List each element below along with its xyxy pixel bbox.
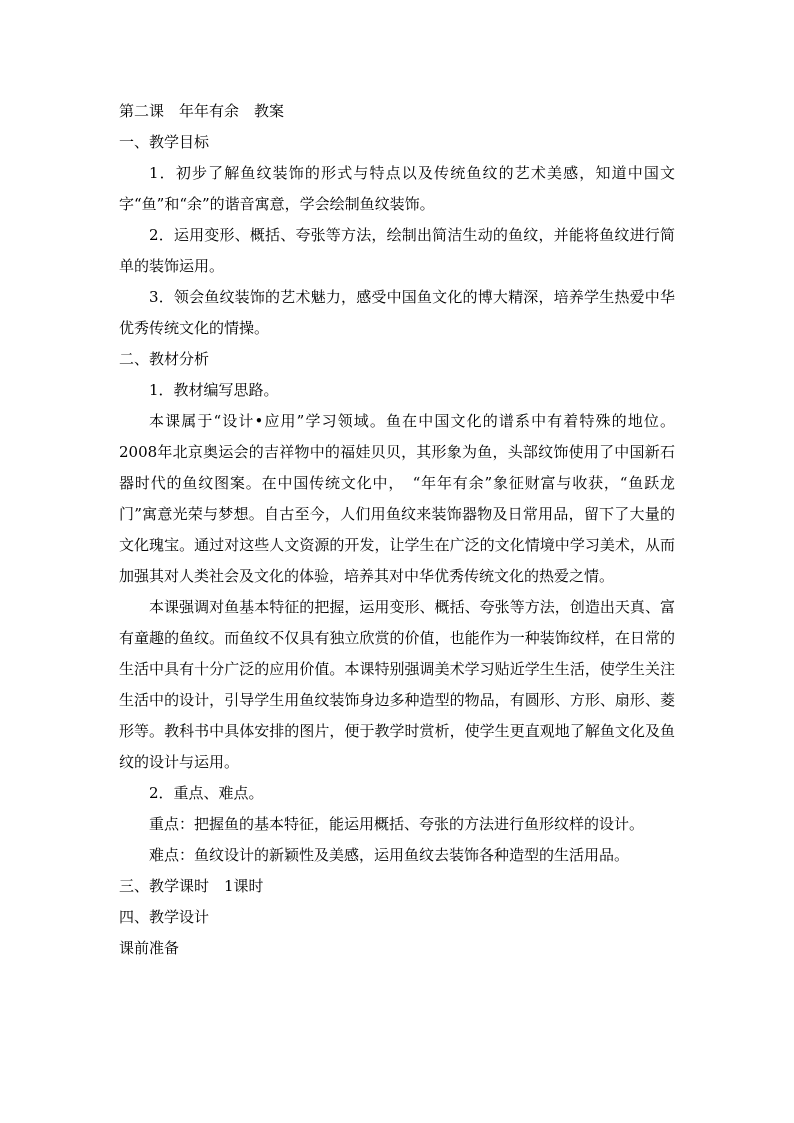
objective-item-1: 1．初步了解鱼纹装饰的形式与特点以及传统鱼纹的艺术美感，知道中国文字“鱼”和“余”的谐音寓意，学会绘制鱼纹装饰。 [119, 164, 675, 213]
analysis-paragraph-2: 本课强调对鱼基本特征的把握，运用变形、概括、夸张等方法，创造出天真、富有童趣的鱼纹。而鱼纹不仅具有独立欣赏的价值，也能作为一种装饰纹样，在日常的生活中具有十分广泛的应用价值。本课特别强调美术学习贴近学生生活，使学生关注生活中的设计，引导学生用鱼纹装饰身边多种造型的物品，有圆形、方形、扇形、菱形等。教科书中具体安排的图片，便于教学时赏析，使学生更直观地了解鱼文化及鱼纹的设计与运用。 [119, 598, 675, 771]
objective-item-3: 3．领会鱼纹装饰的艺术魅力，感受中国鱼文化的博大精深，培养学生热爱中华优秀传统文化的情操。 [119, 288, 675, 337]
objective-item-2: 2．运用变形、概括、夸张等方法，绘制出简洁生动的鱼纹，并能将鱼纹进行简单的装饰运用。 [119, 226, 675, 275]
section-heading-design: 四、教学设计 [119, 908, 210, 926]
key-point-text: 重点：把握鱼的基本特征，能运用概括、夸张的方法进行鱼形纹样的设计。 [149, 815, 645, 833]
section-heading-hours: 三、教学课时 1课时 [119, 877, 264, 895]
analysis-paragraph-1: 本课属于“设计•应用”学习领域。鱼在中国文化的谱系中有着特殊的地位。2008年北京奥运会的吉祥物中的福娃贝贝，其形象为鱼，头部纹饰使用了中国新石器时代的鱼纹图案。在中国传统文化中， “年年有余”象征财富与收获，“鱼跃龙门”寓意光荣与梦想。自古至今，人们用鱼纹来装饰器物及日常用品，留下了大量的文化瑰宝。通过对这些人文资源的开发，让学生在广泛的文化情境中学习美术，从而加强其对人类社会及文化的体验，培养其对中华优秀传统文化的热爱之情。 [119, 412, 675, 585]
analysis-subheading-2: 2．重点、难点。 [149, 784, 264, 802]
section-heading-analysis: 二、教材分析 [119, 350, 210, 368]
document-page [119, 96, 675, 964]
document-title: 第二课 年年有余 教案 [119, 102, 285, 120]
section-heading-objectives: 一、教学目标 [119, 133, 210, 151]
difficulty-text: 难点：鱼纹设计的新颖性及美感，运用鱼纹去装饰各种造型的生活用品。 [149, 846, 630, 864]
analysis-subheading-1: 1．教材编写思路。 [149, 381, 279, 399]
design-subheading-preparation: 课前准备 [119, 939, 180, 957]
